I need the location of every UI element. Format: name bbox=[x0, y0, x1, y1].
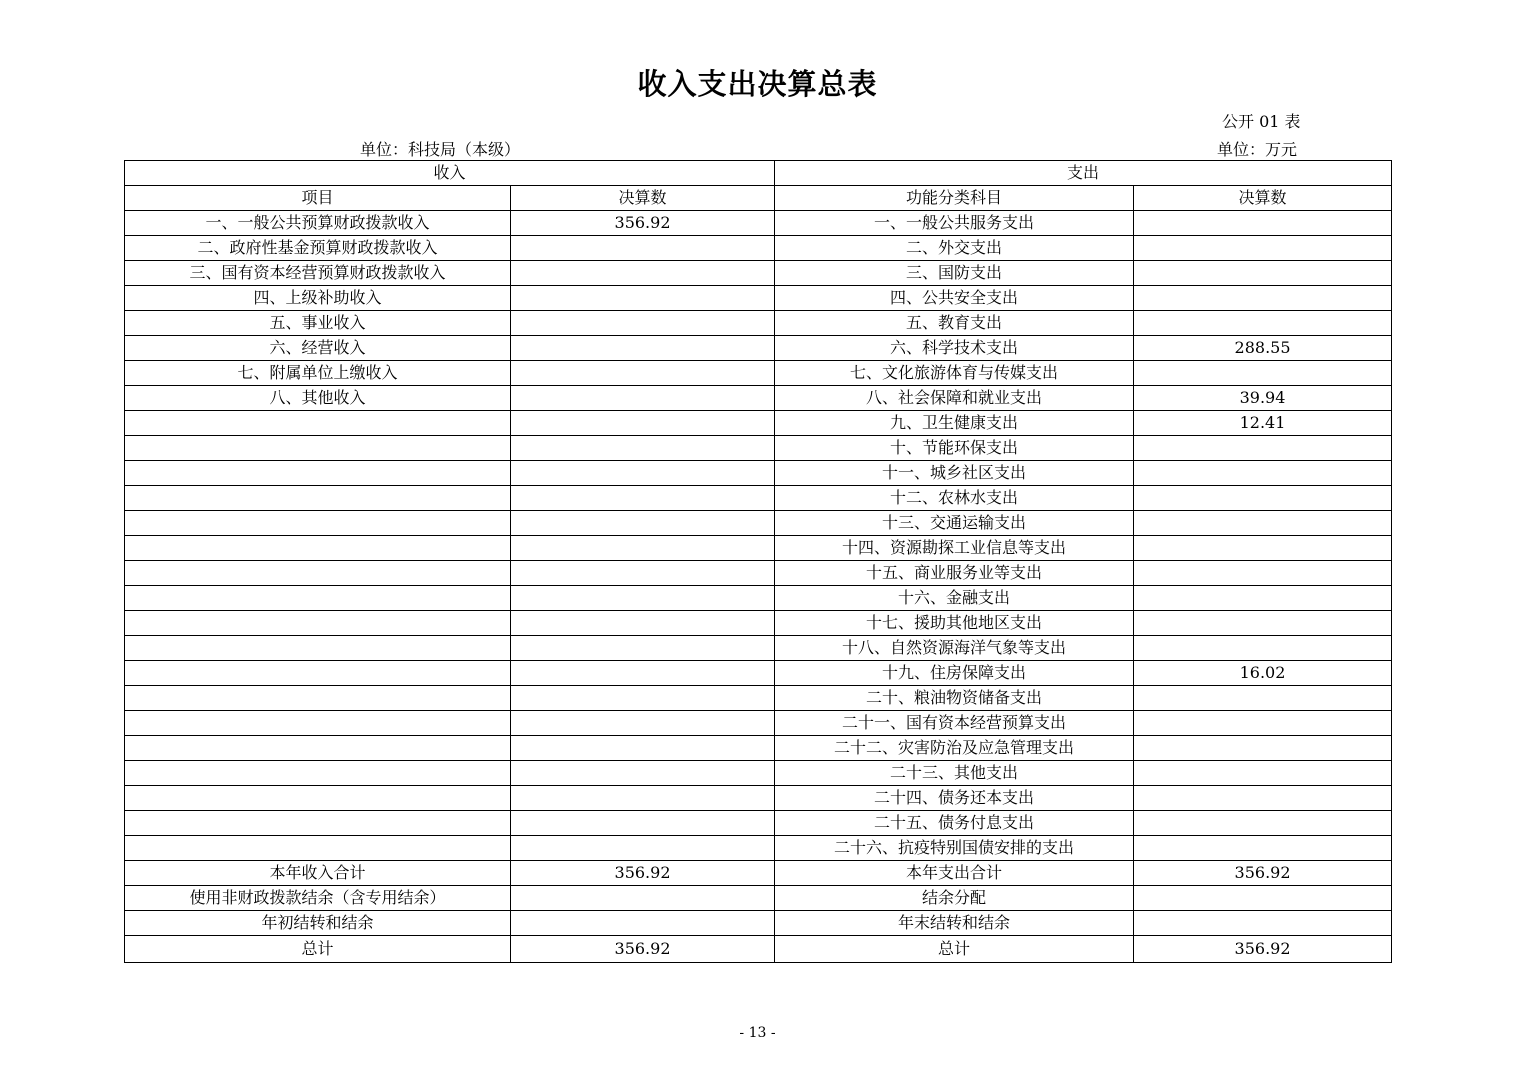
income-item-cell: 三、国有资本经营预算财政拨款收入 bbox=[125, 261, 511, 286]
income-item-cell bbox=[125, 611, 511, 636]
income-item-cell bbox=[125, 636, 511, 661]
page-title: 收入支出决算总表 bbox=[637, 67, 878, 101]
income-expense-table bbox=[124, 160, 1392, 963]
income-item-cell: 年初结转和结余 bbox=[125, 911, 511, 936]
expense-amount-cell: 12.41 bbox=[1134, 411, 1392, 436]
income-item-cell bbox=[125, 736, 511, 761]
income-amount-cell bbox=[511, 436, 775, 461]
income-amount-cell bbox=[511, 536, 775, 561]
income-item-cell: 一、一般公共预算财政拨款收入 bbox=[125, 211, 511, 236]
income-amount-cell bbox=[511, 461, 775, 486]
column-header-expense-amount: 决算数 bbox=[1134, 186, 1392, 211]
column-header-item: 项目 bbox=[125, 186, 511, 211]
expense-item-cell: 十二、农林水支出 bbox=[775, 486, 1134, 511]
expense-amount-cell: 39.94 bbox=[1134, 386, 1392, 411]
table-row bbox=[125, 636, 1392, 661]
income-amount-cell bbox=[511, 361, 775, 386]
expense-item-cell: 十七、援助其他地区支出 bbox=[775, 611, 1134, 636]
income-amount-cell bbox=[511, 611, 775, 636]
income-amount-cell: 356.92 bbox=[511, 861, 775, 886]
table-row bbox=[125, 911, 1392, 936]
expense-amount-cell bbox=[1134, 586, 1392, 611]
income-item-cell: 总计 bbox=[125, 936, 511, 963]
expense-item-cell: 十四、资源勘探工业信息等支出 bbox=[775, 536, 1134, 561]
income-amount-cell bbox=[511, 836, 775, 861]
expense-item-cell: 六、科学技术支出 bbox=[775, 336, 1134, 361]
expense-item-cell: 二十二、灾害防治及应急管理支出 bbox=[775, 736, 1134, 761]
income-amount-cell bbox=[511, 561, 775, 586]
column-header-category: 功能分类科目 bbox=[775, 186, 1134, 211]
unit-organization: 单位：科技局（本级） bbox=[360, 140, 521, 159]
section-header-row bbox=[125, 161, 1392, 186]
expense-section-header: 支出 bbox=[775, 161, 1392, 186]
expense-item-cell: 二、外交支出 bbox=[775, 236, 1134, 261]
income-item-cell bbox=[125, 511, 511, 536]
table-row bbox=[125, 486, 1392, 511]
expense-item-cell: 三、国防支出 bbox=[775, 261, 1134, 286]
table-row bbox=[125, 561, 1392, 586]
income-item-cell bbox=[125, 411, 511, 436]
expense-item-cell: 二十五、债务付息支出 bbox=[775, 811, 1134, 836]
table-row bbox=[125, 261, 1392, 286]
expense-item-cell: 二十、粮油物资储备支出 bbox=[775, 686, 1134, 711]
page-number: - 13 - bbox=[739, 1025, 776, 1041]
income-item-cell: 使用非财政拨款结余（含专用结余） bbox=[125, 886, 511, 911]
income-item-cell bbox=[125, 711, 511, 736]
table-row bbox=[125, 336, 1392, 361]
income-amount-cell bbox=[511, 786, 775, 811]
table-row bbox=[125, 586, 1392, 611]
table-row bbox=[125, 211, 1392, 236]
table-row bbox=[125, 661, 1392, 686]
income-item-cell: 四、上级补助收入 bbox=[125, 286, 511, 311]
income-amount-cell bbox=[511, 911, 775, 936]
income-item-cell: 六、经营收入 bbox=[125, 336, 511, 361]
expense-amount-cell: 356.92 bbox=[1134, 936, 1392, 963]
expense-amount-cell bbox=[1134, 886, 1392, 911]
table-row bbox=[125, 236, 1392, 261]
expense-amount-cell bbox=[1134, 811, 1392, 836]
income-amount-cell: 356.92 bbox=[511, 936, 775, 963]
expense-amount-cell: 288.55 bbox=[1134, 336, 1392, 361]
expense-item-cell: 结余分配 bbox=[775, 886, 1134, 911]
expense-amount-cell: 16.02 bbox=[1134, 661, 1392, 686]
expense-item-cell: 十九、住房保障支出 bbox=[775, 661, 1134, 686]
expense-amount-cell bbox=[1134, 461, 1392, 486]
income-item-cell: 八、其他收入 bbox=[125, 386, 511, 411]
income-amount-cell bbox=[511, 411, 775, 436]
income-amount-cell bbox=[511, 661, 775, 686]
table-row bbox=[125, 611, 1392, 636]
expense-amount-cell bbox=[1134, 236, 1392, 261]
income-amount-cell bbox=[511, 761, 775, 786]
income-amount-cell bbox=[511, 811, 775, 836]
income-item-cell bbox=[125, 836, 511, 861]
income-section-header: 收入 bbox=[125, 161, 775, 186]
expense-amount-cell bbox=[1134, 686, 1392, 711]
expense-item-cell: 五、教育支出 bbox=[775, 311, 1134, 336]
table-row bbox=[125, 786, 1392, 811]
expense-amount-cell bbox=[1134, 561, 1392, 586]
table-row bbox=[125, 686, 1392, 711]
table-row bbox=[125, 386, 1392, 411]
income-item-cell: 二、政府性基金预算财政拨款收入 bbox=[125, 236, 511, 261]
table-row bbox=[125, 936, 1392, 963]
table-row bbox=[125, 536, 1392, 561]
income-item-cell bbox=[125, 561, 511, 586]
expense-item-cell: 十五、商业服务业等支出 bbox=[775, 561, 1134, 586]
income-amount-cell bbox=[511, 711, 775, 736]
expense-item-cell: 本年支出合计 bbox=[775, 861, 1134, 886]
column-header-row bbox=[125, 186, 1392, 211]
income-amount-cell bbox=[511, 261, 775, 286]
income-item-cell: 七、附属单位上缴收入 bbox=[125, 361, 511, 386]
expense-item-cell: 二十三、其他支出 bbox=[775, 761, 1134, 786]
expense-amount-cell bbox=[1134, 836, 1392, 861]
expense-item-cell: 二十六、抗疫特别国债安排的支出 bbox=[775, 836, 1134, 861]
expense-item-cell: 四、公共安全支出 bbox=[775, 286, 1134, 311]
income-item-cell bbox=[125, 661, 511, 686]
income-amount-cell bbox=[511, 286, 775, 311]
table-row bbox=[125, 761, 1392, 786]
table-row bbox=[125, 311, 1392, 336]
expense-amount-cell bbox=[1134, 436, 1392, 461]
income-item-cell bbox=[125, 436, 511, 461]
expense-amount-cell bbox=[1134, 211, 1392, 236]
expense-item-cell: 总计 bbox=[775, 936, 1134, 963]
expense-amount-cell bbox=[1134, 736, 1392, 761]
income-amount-cell bbox=[511, 736, 775, 761]
expense-amount-cell bbox=[1134, 486, 1392, 511]
income-item-cell bbox=[125, 786, 511, 811]
income-item-cell bbox=[125, 686, 511, 711]
expense-item-cell: 十一、城乡社区支出 bbox=[775, 461, 1134, 486]
table-row bbox=[125, 511, 1392, 536]
income-amount-cell bbox=[511, 686, 775, 711]
column-header-income-amount: 决算数 bbox=[511, 186, 775, 211]
income-amount-cell bbox=[511, 236, 775, 261]
income-amount-cell bbox=[511, 886, 775, 911]
table-row bbox=[125, 411, 1392, 436]
income-amount-cell bbox=[511, 336, 775, 361]
expense-item-cell: 十六、金融支出 bbox=[775, 586, 1134, 611]
income-amount-cell bbox=[511, 511, 775, 536]
income-item-cell bbox=[125, 536, 511, 561]
expense-item-cell: 一、一般公共服务支出 bbox=[775, 211, 1134, 236]
income-amount-cell bbox=[511, 486, 775, 511]
expense-item-cell: 二十一、国有资本经营预算支出 bbox=[775, 711, 1134, 736]
table-row bbox=[125, 361, 1392, 386]
expense-item-cell: 九、卫生健康支出 bbox=[775, 411, 1134, 436]
form-number: 公开 01 表 bbox=[1222, 112, 1301, 131]
income-item-cell: 五、事业收入 bbox=[125, 311, 511, 336]
expense-amount-cell bbox=[1134, 511, 1392, 536]
table-row bbox=[125, 711, 1392, 736]
income-item-cell bbox=[125, 586, 511, 611]
table-row bbox=[125, 861, 1392, 886]
expense-amount-cell bbox=[1134, 786, 1392, 811]
income-item-cell bbox=[125, 761, 511, 786]
income-item-cell: 本年收入合计 bbox=[125, 861, 511, 886]
expense-amount-cell bbox=[1134, 911, 1392, 936]
income-amount-cell bbox=[511, 386, 775, 411]
income-item-cell bbox=[125, 461, 511, 486]
table-row bbox=[125, 461, 1392, 486]
income-item-cell bbox=[125, 486, 511, 511]
expense-item-cell: 二十四、债务还本支出 bbox=[775, 786, 1134, 811]
expense-amount-cell bbox=[1134, 261, 1392, 286]
table-row bbox=[125, 836, 1392, 861]
table-row bbox=[125, 811, 1392, 836]
expense-item-cell: 十、节能环保支出 bbox=[775, 436, 1134, 461]
expense-item-cell: 八、社会保障和就业支出 bbox=[775, 386, 1134, 411]
expense-amount-cell bbox=[1134, 361, 1392, 386]
expense-amount-cell bbox=[1134, 536, 1392, 561]
expense-amount-cell bbox=[1134, 611, 1392, 636]
income-amount-cell: 356.92 bbox=[511, 211, 775, 236]
table-row bbox=[125, 736, 1392, 761]
expense-amount-cell bbox=[1134, 286, 1392, 311]
income-amount-cell bbox=[511, 311, 775, 336]
expense-item-cell: 十八、自然资源海洋气象等支出 bbox=[775, 636, 1134, 661]
table-body bbox=[125, 211, 1392, 963]
unit-currency: 单位：万元 bbox=[1217, 140, 1298, 159]
table-row bbox=[125, 436, 1392, 461]
expense-item-cell: 十三、交通运输支出 bbox=[775, 511, 1134, 536]
expense-amount-cell bbox=[1134, 311, 1392, 336]
expense-item-cell: 七、文化旅游体育与传媒支出 bbox=[775, 361, 1134, 386]
income-amount-cell bbox=[511, 636, 775, 661]
expense-amount-cell: 356.92 bbox=[1134, 861, 1392, 886]
table-row bbox=[125, 886, 1392, 911]
table-row bbox=[125, 286, 1392, 311]
expense-item-cell: 年末结转和结余 bbox=[775, 911, 1134, 936]
expense-amount-cell bbox=[1134, 711, 1392, 736]
income-amount-cell bbox=[511, 586, 775, 611]
income-item-cell bbox=[125, 811, 511, 836]
expense-amount-cell bbox=[1134, 761, 1392, 786]
expense-amount-cell bbox=[1134, 636, 1392, 661]
